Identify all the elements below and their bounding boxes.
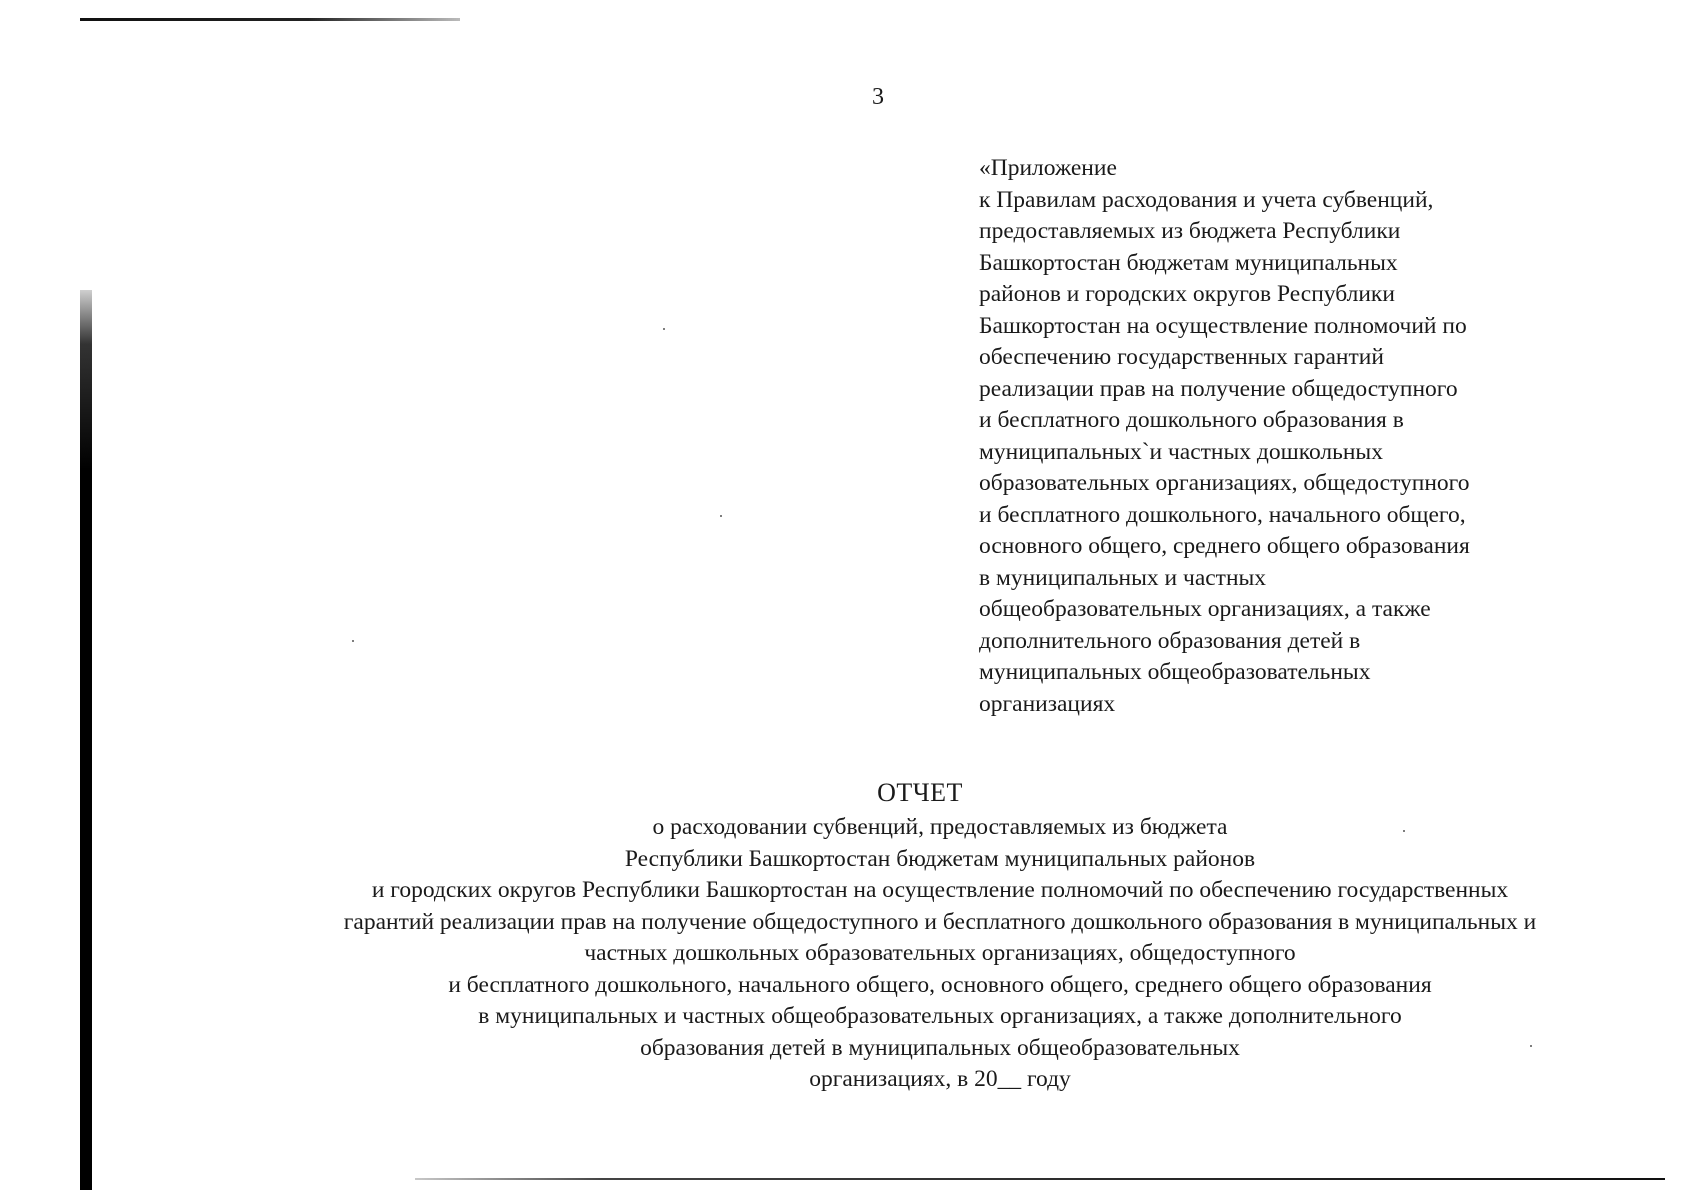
appendix-line: реализации прав на получение общедоступного bbox=[979, 375, 1458, 402]
appendix-line: общеобразовательных организациях, а также bbox=[979, 596, 1431, 622]
appendix-line: образовательных организациях, общедоступного bbox=[979, 470, 1470, 496]
report-subtitle-line: в муниципальных и частных общеобразовательных организациях, а также дополнительного bbox=[478, 1003, 1402, 1029]
appendix-line: организациях bbox=[979, 690, 1116, 717]
report-subtitle-line: о расходовании субвенций, предоставляемых из бюджета bbox=[652, 814, 1228, 840]
appendix-line: в муниципальных и частных bbox=[979, 564, 1267, 591]
report-subtitle bbox=[200, 812, 1680, 1096]
scan-top-edge-line bbox=[80, 18, 460, 21]
appendix-line: обеспечению государственных гарантий bbox=[979, 344, 1384, 370]
appendix-line: «Приложение bbox=[979, 155, 1117, 181]
report-subtitle-line: образования детей в муниципальных общеобразовательных bbox=[640, 1034, 1240, 1061]
report-subtitle-line: частных дошкольных образовательных организациях, общедоступного bbox=[584, 940, 1296, 966]
scan-speck bbox=[663, 328, 665, 330]
scan-speck bbox=[720, 515, 722, 517]
report-title: ОТЧЕТ bbox=[877, 778, 963, 807]
appendix-line: муниципальных`и частных дошкольных bbox=[979, 438, 1383, 465]
appendix-line: районов и городских округов Республики bbox=[979, 281, 1395, 307]
scan-left-edge-shadow bbox=[80, 290, 92, 1190]
appendix-header bbox=[979, 153, 1599, 720]
scan-speck bbox=[352, 640, 354, 642]
report-subtitle-line: организациях, в 20__ году bbox=[809, 1066, 1071, 1092]
report-subtitle-line: гарантий реализации прав на получение общедоступного и бесплатного дошкольного образования в муниципальных и bbox=[343, 908, 1537, 935]
appendix-line: муниципальных общеобразовательных bbox=[979, 659, 1371, 685]
appendix-line: предоставляемых из бюджета Республики bbox=[979, 218, 1401, 244]
appendix-line: Башкортостан на осуществление полномочий по bbox=[979, 312, 1467, 339]
scan-bottom-edge-line bbox=[415, 1178, 1665, 1180]
appendix-line: и бесплатного дошкольного образования в bbox=[979, 407, 1404, 433]
appendix-line: Башкортостан бюджетам муниципальных bbox=[979, 249, 1398, 276]
page-number: 3 bbox=[872, 84, 884, 110]
report-subtitle-line: и городских округов Республики Башкортостан на осуществление полномочий по обеспечению государственных bbox=[371, 877, 1509, 903]
report-subtitle-line: и бесплатного дошкольного, начального общего, основного общего, среднего общего образования bbox=[448, 971, 1432, 998]
appendix-line: основного общего, среднего общего образования bbox=[979, 533, 1470, 559]
appendix-line: и бесплатного дошкольного, начального общего, bbox=[979, 501, 1466, 528]
appendix-line: к Правилам расходования и учета субвенций, bbox=[979, 186, 1434, 213]
appendix-line: дополнительного образования детей в bbox=[979, 627, 1361, 654]
report-subtitle-line: Республики Башкортостан бюджетам муниципальных районов bbox=[624, 845, 1256, 872]
